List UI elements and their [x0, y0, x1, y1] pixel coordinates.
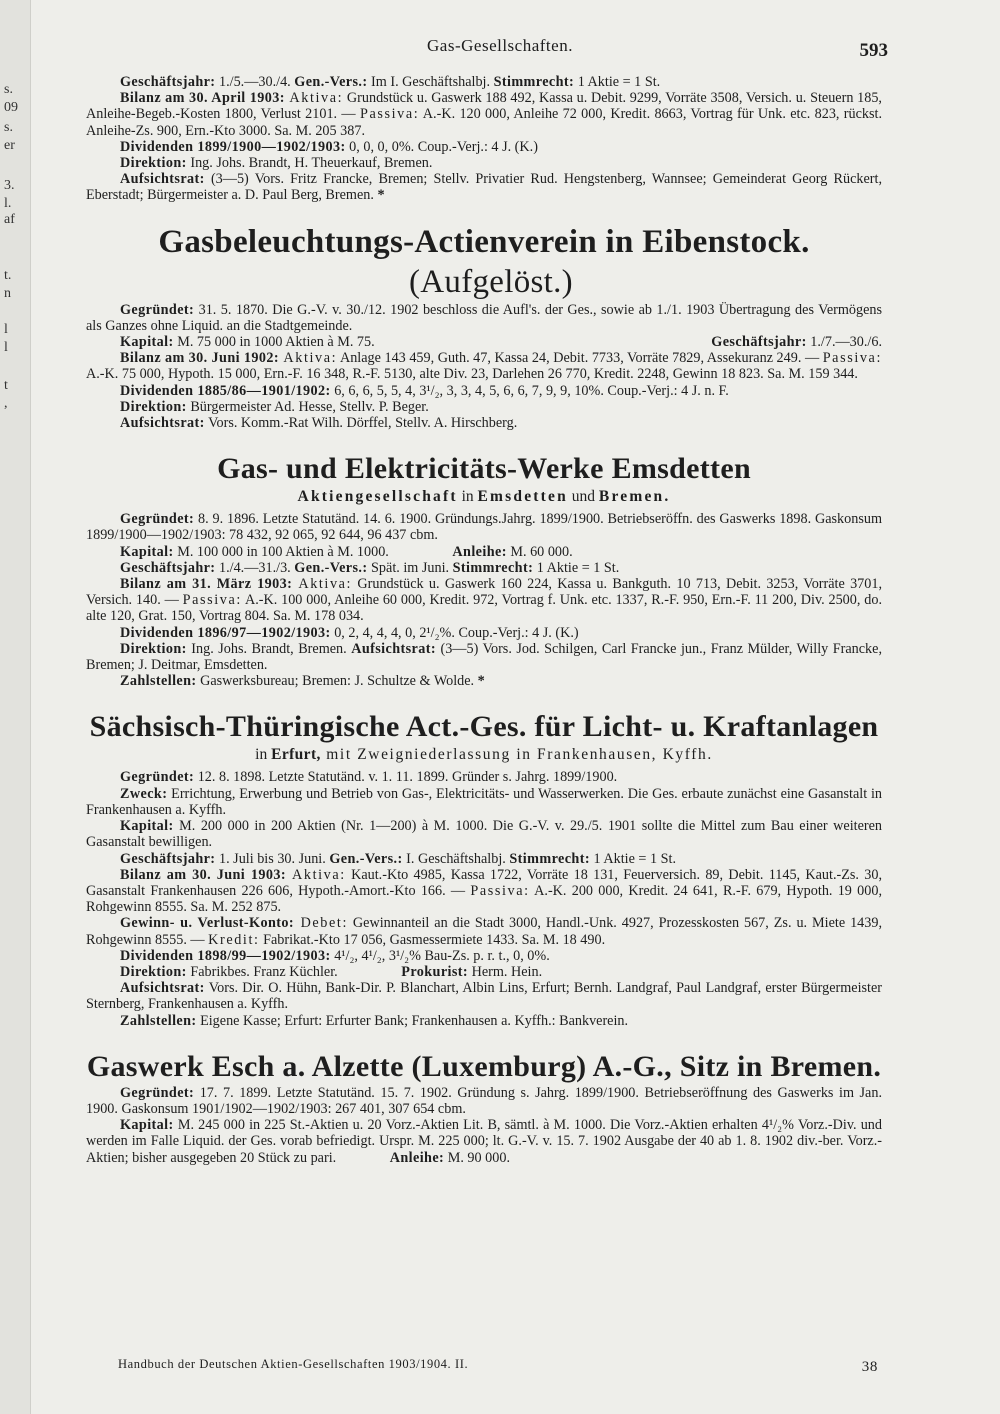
company-title: Gaswerk Esch a. Alzette (Luxemburg) A.-G., Sitz in Bremen.	[86, 1049, 882, 1083]
field-label: Gewinn- u. Verlust-Konto:	[120, 915, 295, 932]
field-label: Dividenden 1885/86—1901/1902:	[120, 382, 331, 399]
field-label: Kapital:	[120, 818, 174, 835]
field-label: Direktion:	[120, 963, 187, 980]
field-label: Bilanz am 30. Juni 1903:	[120, 866, 286, 883]
entry-continued: Geschäftsjahr: 1./5.—30./4. Gen.-Vers.: Im I. Geschäftshalbj. Stimmrecht: 1 Aktie = 1 St. Bilanz am 30. April 1903: Aktiva: Grundstück u. Gaswerk 188 492, Kassa u. Debit. 9299, Vorräte 3508, Versich. u. Steuern 185, Anleihe-Begeb.-Kosten 1800, Verlust 2101. — Passiva: A.-K. 120 000, Anleihe 72 000, Kredit. 8663, Vortrag für Unk. etc. 823, rückst. Anleihe-Zs. 900, Ern.-Kto 3000. Sa. M. 205 387. Dividenden 1899/1900—1902/1903: 0, 0, 0, 0%. Coup.-Verj.: 4 J. (K.) Direktion: Ing. Johs. Brandt, H. Theuerkauf, Bremen. Aufsichtsrat: (3—5) Vors. Fritz Francke, Bremen; Stellv. Privatier Rud. Hengstenberg, Wannsee; Gemeinderat Georg Rückert, Eberstadt; Bürgermeister a. D. Paul Berg, Bremen. *	[86, 74, 883, 204]
entry-erfurt: Sächsisch-Thüringische Act.-Ges. für Licht- u. Kraftanlagen in Erfurt, mit Zweigniederlassung in Frankenhausen, Kyffh. Gegründet: 12. 8. 1898. Letzte Statutänd. v. 1. 11. 1899. Gründer s. Jahrg. 1899/1900. Zweck: Errichtung, Erwerbung und Betrieb von Gas-, Elektricitäts- und Wasserwerken. Die Ges. erbaute zunächst eine Gasanstalt in Frankenhausen a. Kyffh. Kapital: M. 200 000 in 200 Aktien (Nr. 1—200) à M. 1000. Die G.-V. v. 29./5. 1901 sollte die Mittel zum Bau einer weiteren Gasanstalt bewilligen. Geschäftsjahr: 1. Juli bis 30. Juni. Gen.-Vers.: I. Geschäftshalbj. Stimmrecht: 1 Aktie = 1 St. Bilanz am 30. Juni 1903: Aktiva: Kaut.-Kto 4985, Kassa 1722, Vorräte 18 131, Feuerversich. 89, Debit. 1145, Kaut.-Zs. 30, Gasanstalt Frankenhausen 226 606, Hypoth.-Amort.-Kto 166. — Passiva: A.-K. 200 000, Kredit. 24 641, R.-F. 679, Hypoth. 19 000, Rohgewinn 8555. Sa. M. 252 875. Gewinn- u. Verlust-Konto: Debet: Gewinnanteil an die Stadt 3000, Handl.-Unk. 4927, Prozesskosten 567, Zs. u. Miete 1439, Rohgewinn 8555. — Kredit: Fabrikat.-Kto 17 056, Gasmessermiete 1433. Sa. M. 18 490. Dividenden 1898/99—1902/1903: 4¹/₂, 4¹/₂, 3¹/₂% Bau-Zs. p. r. t., 0, 0%. Direktion: Fabrikbes. Franz Küchler. Prokurist: Herm. Hein. Aufsichtsrat: Vors. Dir. O. Hühn, Bank-Dir. P. Blanchart, Albin Lins, Erfurt; Bernh. Landgraf, Paul Landgraf, erster Bürgermeister Sternberg, Frankenhausen a. Kyffh. Zahlstellen: Eigene Kasse; Erfurt: Erfurter Bank; Frankenhausen a. Kyffh.: Bankverein.	[86, 710, 882, 1029]
page-number: 593	[859, 40, 888, 61]
field-label: Gegründet:	[120, 301, 195, 318]
margin-fragment: s.	[4, 120, 13, 135]
margin-fragment: af	[4, 212, 15, 227]
field-label: Zahlstellen:	[120, 1012, 197, 1029]
margin-fragment: l	[4, 322, 8, 337]
field-label: Anleihe:	[389, 1149, 445, 1166]
page-footer	[118, 1357, 878, 1375]
field-label: Gegründet:	[120, 511, 195, 528]
margin-fragment: l	[4, 340, 8, 355]
field-label: Geschäftsjahr:	[120, 559, 216, 576]
adjacent-page-margin	[0, 0, 31, 1414]
field-label: Dividenden 1898/99—1902/1903:	[120, 947, 331, 964]
margin-fragment: ,	[4, 396, 8, 411]
field-label: Geschäftsjahr:	[120, 850, 216, 867]
field-label: Direktion:	[120, 398, 187, 415]
entry-esch: Gaswerk Esch a. Alzette (Luxemburg) A.-G., Sitz in Bremen. Gegründet: 17. 7. 1899. Letzte Statutänd. 15. 7. 1902. Gründung s. Jahrg. 1899/1900. Betriebseröffnung des Gaswerks im Jan. 1900. Gaskonsum 1901/1902—1902/1903: 267 401, 307 654 cbm. Kapital: M. 245 000 in 225 St.-Aktien u. 20 Vorz.-Aktien Lit. B, sämtl. à M. 1000. Die Vorz.-Aktien erhalten 4¹/₂% Vorz.-Div. und werden im Falle Liquid. der Ges. vorab befriedigt. Urspr. M. 225 000; lt. G.-V. v. 15. 7. 1902 Ausgabe der 40 ab 1. 8. 1902 div.-ber. Vorz.-Aktien; bisher ausgegeben 20 Stück zu pari. Anleihe: M. 90 000.	[86, 1049, 882, 1166]
field-label: Bilanz am 31. März 1903:	[120, 576, 293, 593]
asterisk-mark: *	[474, 673, 485, 690]
margin-fragment: 09	[4, 100, 18, 115]
company-subtitle: in Erfurt, mit Zweigniederlassung in Frankenhausen, Kyffh.	[255, 746, 713, 764]
field-label: Zweck:	[120, 785, 168, 802]
field-label: Direktion:	[120, 640, 187, 657]
company-title: Gasbeleuchtungs-Actienverein in Eibenstock. (Aufgelöst.)	[158, 223, 810, 300]
field-label: Gegründet:	[120, 1084, 195, 1101]
margin-fragment: s.	[4, 82, 13, 97]
field-label: Kapital:	[120, 543, 174, 560]
dissolved-note: (Aufgelöst.)	[409, 263, 573, 300]
company-title: Gas- und Elektricitäts-Werke Emsdetten	[217, 452, 751, 486]
field-label: Geschäftsjahr:	[120, 74, 216, 90]
field-label: Bilanz am 30. Juni 1902:	[120, 350, 280, 367]
asterisk-mark: *	[373, 187, 385, 204]
signature-mark: 38	[861, 1359, 878, 1375]
running-title: Gas-Gesellschaften.	[427, 36, 573, 55]
field-label: Anleihe:	[452, 543, 507, 560]
field-label: Dividenden 1899/1900—1902/1903:	[120, 138, 346, 155]
field-label: Kapital:	[120, 334, 174, 351]
margin-fragment: l.	[4, 196, 12, 211]
field-label: Geschäftsjahr:	[711, 334, 807, 351]
field-label: Direktion:	[120, 155, 187, 172]
footer-book-title: Handbuch der Deutschen Aktien-Gesellschaften 1903/1904. II.	[118, 1357, 469, 1371]
field-label: Aufsichtsrat:	[120, 171, 205, 188]
field-label: Zahlstellen:	[120, 673, 197, 690]
field-label: Bilanz am 30. April 1903:	[120, 90, 285, 107]
entry-emsdetten: Gas- und Elektricitäts-Werke Emsdetten Aktiengesellschaft in Emsdetten und Bremen. Gegründet: 8. 9. 1896. Letzte Statutänd. 14. 6. 1900. Gründungs.Jahrg. 1899/1900. Betriebseröffn. des Gaswerks 1898. Gaskonsum 1899/1900—1902/1903: 78 432, 92 065, 92 644, 96 437 cbm. Kapital: M. 100 000 in 100 Aktien à M. 1000. Anleihe: M. 60 000. Geschäftsjahr: 1./4.—31./3. Gen.-Vers.: Spät. im Juni. Stimmrecht: 1 Aktie = 1 St. Bilanz am 31. März 1903: Aktiva: Grundstück u. Gaswerk 160 224, Kassa u. Bankguth. 10 713, Debit. 3253, Vorräte 3701, Versich. 140. — Passiva: A.-K. 100 000, Anleihe 60 000, Kredit. 972, Vortrag f. Unk. etc. 1337, R.-F. 950, Ern.-F. 11 200, Div. 2500, do. alte 120, Grat. 150, Vortrag 804. Sa. M. 178 034. Dividenden 1896/97—1902/1903: 0, 2, 4, 4, 4, 0, 2¹/₂%. Coup.-Verj.: 4 J. (K.) Direktion: Ing. Johs. Brandt, Bremen. Aufsichtsrat: (3—5) Vors. Jod. Schilgen, Carl Francke jun., Franz Mülder, Willy Francke, Bremen; J. Deitmar, Emsdetten. Zahlstellen: Gaswerksbureau; Bremen: J. Schultze & Wolde. *	[86, 452, 882, 690]
page-content	[86, 74, 882, 1166]
company-subtitle: Aktiengesellschaft in Emsdetten und Bremen.	[297, 488, 671, 506]
margin-fragment: t	[4, 378, 8, 393]
margin-fragment: n	[4, 286, 11, 301]
margin-fragment: t.	[4, 268, 12, 283]
field-label: Kapital:	[120, 1117, 174, 1134]
margin-fragment: 3.	[4, 178, 15, 193]
field-label: Aufsichtsrat:	[120, 980, 205, 997]
company-title: Sächsisch-Thüringische Act.-Ges. für Licht- u. Kraftanlagen	[89, 710, 879, 744]
margin-fragment: er	[4, 138, 15, 153]
entry-eibenstock: Gasbeleuchtungs-Actienverein in Eibenstock. (Aufgelöst.) Gegründet: 31. 5. 1870. Die G.-V. v. 30./12. 1902 beschloss die Aufl's. der Ges., sowie ab 1./1. 1903 Übertragung des Vermögens als Ganzes ohne Liquid. an die Stadtgemeinde. Kapital: M. 75 000 in 1000 Aktien à M. 75. Geschäftsjahr: 1./7.—30./6. Bilanz am 30. Juni 1902: Aktiva: Anlage 143 459, Guth. 47, Kassa 24, Debit. 7733, Vorräte 7829, Assekuranz 249. — Passiva: A.-K. 75 000, Hypoth. 15 000, Ern.-F. 16 348, R.-F. 5130, alte Div. 23, Darlehen 26 770, Kredit. 2248, Gewinn 18 823. Sa. M. 159 344. Dividenden 1885/86—1901/1902: 6, 6, 6, 5, 5, 4, 3¹/₂, 3, 3, 4, 5, 6, 6, 7, 9, 9, 10%. Coup.-Verj.: 4 J. n. F. Direktion: Bürgermeister Ad. Hesse, Stellv. P. Beger. Aufsichtsrat: Vors. Komm.-Rat Wilh. Dörffel, Stellv. A. Hirschberg.	[86, 223, 882, 432]
field-label: Gegründet:	[120, 769, 195, 786]
field-label: Dividenden 1896/97—1902/1903:	[120, 624, 331, 641]
field-label: Aufsichtsrat:	[120, 415, 205, 432]
